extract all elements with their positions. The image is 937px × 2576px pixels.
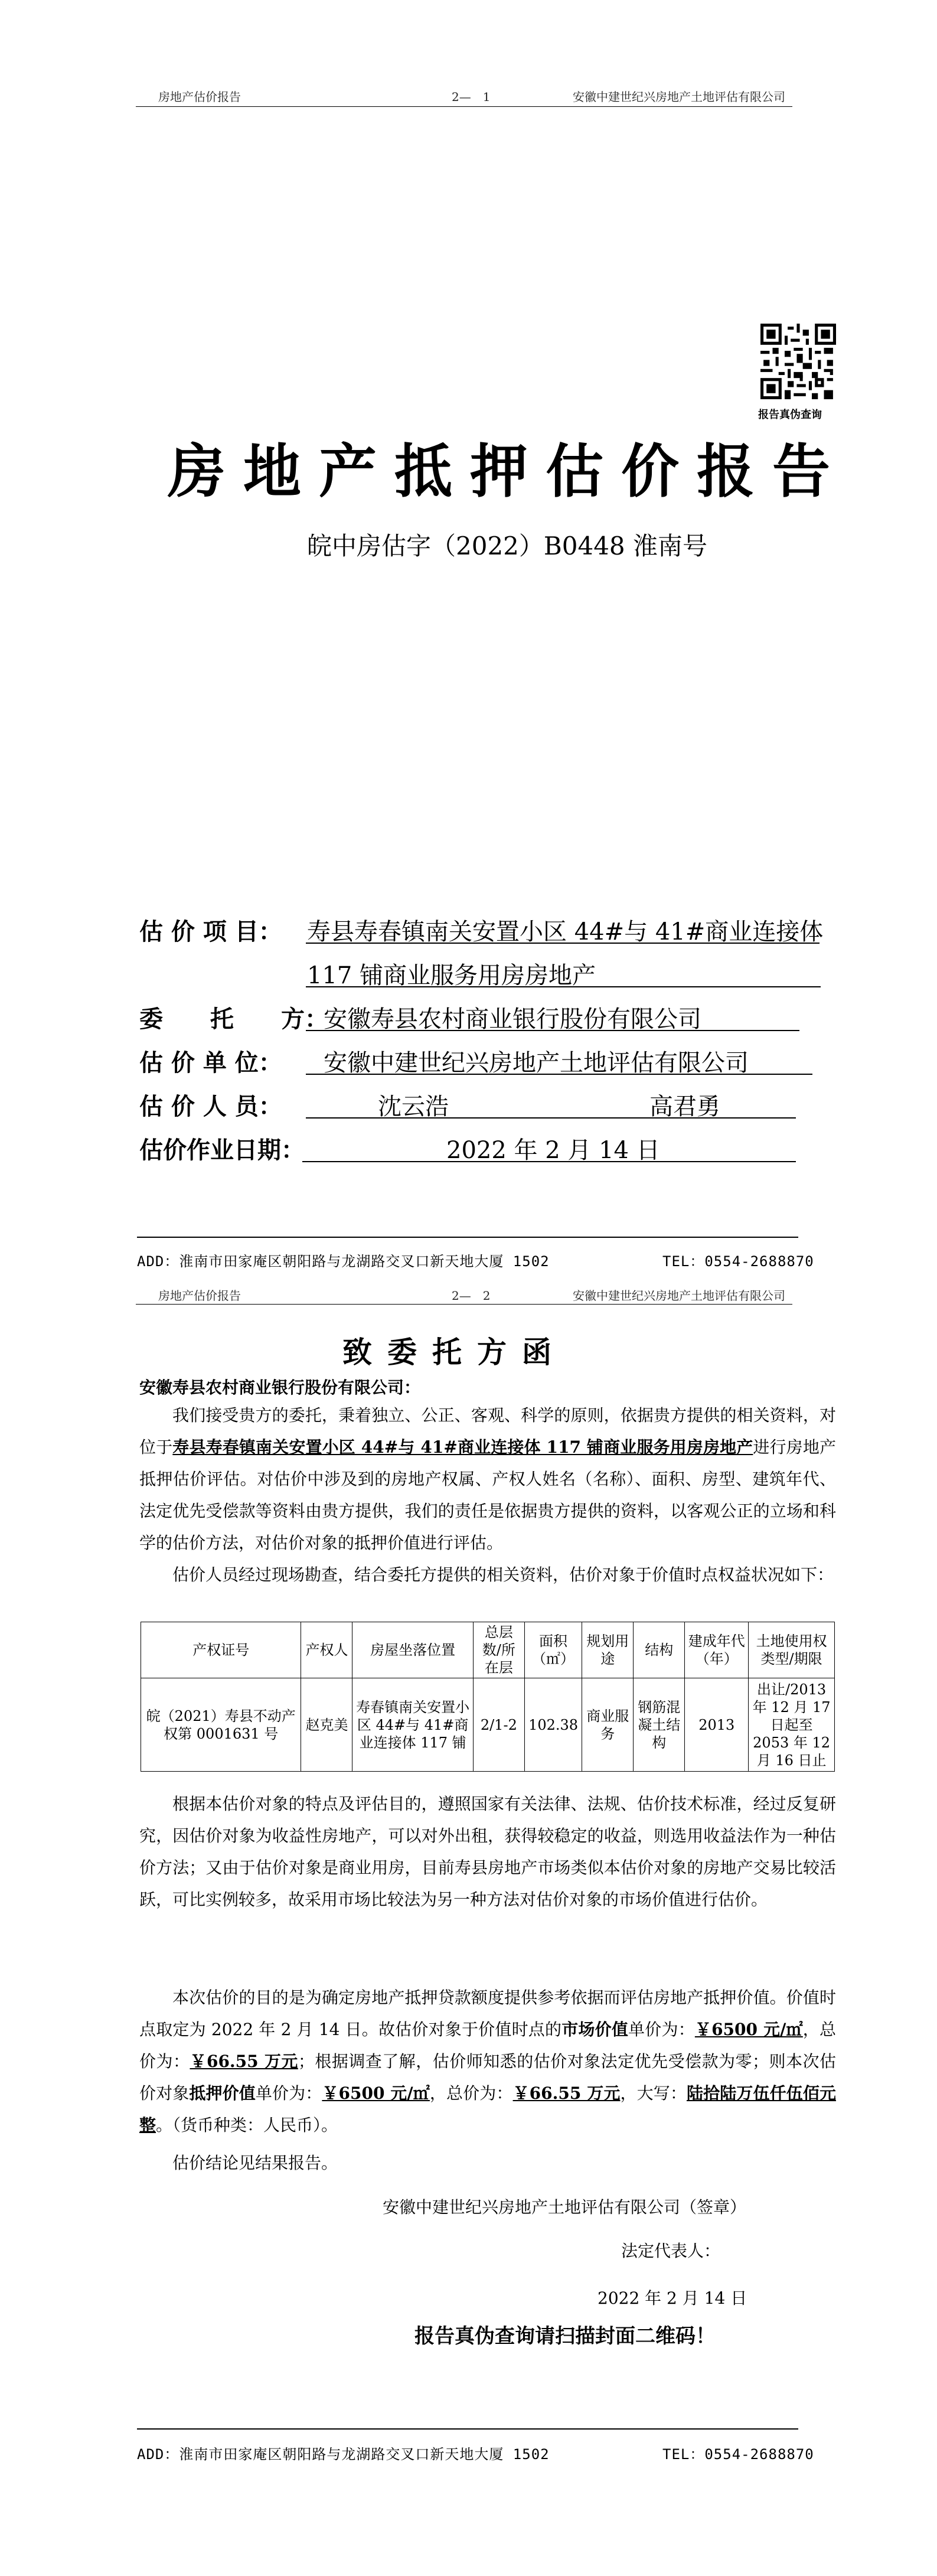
header-left: 房地产估价报告 [158,90,241,104]
footer-tel: TEL：0554-2688870 [662,2446,814,2463]
td-floors: 2/1-2 [473,1678,524,1772]
project-value-line1: 寿县寿春镇南关安置小区 44#与 41#商业连接体 [307,918,824,945]
td-location: 寿春镇南关安置小区 44#与 41#商业连接体 117 铺 [352,1678,473,1772]
p4-market-value-label: 市场价值 [561,2020,629,2039]
th-area: 面积（㎡） [524,1622,582,1678]
table-row [141,1678,835,1772]
p4-capital-label: ，大写： [620,2083,687,2103]
date-underline [302,1161,796,1162]
staff-underline [306,1117,796,1119]
header-page-number: 2— 1 [452,90,491,104]
qr-code-icon[interactable] [760,324,836,399]
p4-unit-label: 单价为： [628,2020,695,2039]
p4-mortgage-value-label: 抵押价值 [189,2083,256,2103]
th-year: 建成年代（年） [685,1622,749,1678]
date-value: 2022 年 2 月 14 日 [446,1137,660,1164]
table-header-row [141,1622,835,1678]
client-label: 委 托 方： [139,1006,328,1033]
footer-address: ADD：淮南市田家庵区朝阳路与龙湖路交叉口新天地大厦 1502 [137,1253,550,1270]
header-right: 安徽中建世纪兴房地产土地评估有限公司 [573,90,785,104]
td-year: 2013 [685,1678,749,1772]
document-number: 皖中房估字（2022）B0448 淮南号 [307,531,707,560]
th-owner: 产权人 [301,1622,352,1678]
letter-title: 致委托方函 [342,1335,567,1369]
unit-underline [306,1074,812,1075]
p4-middle: ；根据调查了解，估价师知悉的估价对象法定优先受偿款为零；则本次估价对象 [139,2052,836,2103]
p4-total-label: ，总价为： [139,2020,837,2071]
th-cert: 产权证号 [141,1622,301,1678]
property-table [141,1622,835,1772]
addressee: 安徽寿县农村商业银行股份有限公司： [139,1378,421,1397]
p4-intro: 本次估价的目的是为确定房地产抵押贷款额度提供参考依据而评估房地产抵押价值。价值时点取定为 2022 年 2 月 14 日。故估价对象于价值时点的 [139,1988,836,2039]
paragraph-5: 估价结论见结果报告。 [172,2153,338,2173]
paragraph-1 [139,1400,836,1559]
p1-intro: 我们接受贵方的委托，秉着独立、公正、客观、科学的原则，依据贵方提供的相关资料，对位于 [139,1406,836,1457]
staff-name-2: 高君勇 [649,1093,720,1120]
footer-tel: TEL：0554-2688870 [662,1253,814,1270]
capital-amount: 陆拾陆万伍仟伍佰元整 [139,2083,836,2135]
p1-property: 寿县寿春镇南关安置小区 44#与 41#商业连接体 117 铺商业服务用房房地产 [172,1437,753,1457]
header-right: 安徽中建世纪兴房地产土地评估有限公司 [573,1289,785,1303]
td-cert: 皖（2021）寿县不动产权第 0001631 号 [141,1678,301,1772]
paragraph-4 [139,1982,836,2141]
footer-divider [137,1237,798,1238]
project-underline-1 [306,943,820,944]
total-price-value: ￥66.55 万元 [190,2052,298,2071]
header-left: 房地产估价报告 [158,1289,241,1303]
th-land: 土地使用权类型/期限 [749,1622,835,1678]
td-area: 102.38 [524,1678,582,1772]
signature-company: 安徽中建世纪兴房地产土地评估有限公司（签章） [383,2197,747,2217]
td-land: 出让/2013 年 12 月 17 日起至 2053 年 12 月 16 日止 [749,1678,835,1772]
p4-currency: 。（货币种类：人民币）。 [156,2115,338,2135]
project-underline-2 [306,986,821,987]
td-usage: 商业服务 [582,1678,634,1772]
signature-date: 2022 年 2 月 14 日 [598,2288,747,2308]
unit-price-value: ￥6500 元/㎡ [694,2020,803,2039]
th-structure: 结构 [634,1622,685,1678]
td-owner: 赵克美 [301,1678,352,1772]
paragraph-2: 估价人员经过现场勘查，结合委托方提供的相关资料，估价对象于价值时点权益状况如下： [172,1565,834,1584]
p4-unit-label-2: 单价为： [255,2083,322,2103]
th-usage: 规划用途 [582,1622,634,1678]
mortgage-total-price-value: ￥66.55 万元 [512,2083,621,2103]
unit-value: 安徽中建世纪兴房地产土地评估有限公司 [324,1049,749,1077]
header-divider [136,1304,792,1305]
project-value-line2: 117 铺商业服务用房房地产 [307,962,596,989]
qr-caption: 报告真伪查询 [758,409,822,421]
client-underline [306,1030,799,1031]
verification-note: 报告真伪查询请扫描封面二维码！ [414,2324,716,2348]
p4-total-label-2: ，总价为： [429,2083,513,2103]
footer-divider [137,2428,798,2430]
date-label: 估价作业日期： [139,1137,305,1164]
p1-rest: 进行房地产抵押估价评估。对估价中涉及到的房地产权属、产权人姓名（名称）、面积、房型、建筑年代、法定优先受偿款等资料由贵方提供，我们的责任是依据贵方提供的资料，以客观公正的立场和科学的估价方法，对估价对象的抵押价值进行评估。 [139,1437,836,1553]
header-page-number: 2— 2 [452,1289,491,1303]
unit-label: 估 价 单 位： [139,1049,282,1077]
staff-name-1: 沈云浩 [378,1093,449,1120]
paragraph-3: 根据本估价对象的特点及评估目的，遵照国家有关法律、法规、估价技术标准，经过反复研究，因估价对象为收益性房地产，可以对外出租，获得较稳定的收益，则选用收益法作为一种估价方法；又由于估价对象是商业用房，目前寿县房地产市场类似本估价对象的房地产交易比较活跃，可比实例较多，故采用市场比较法为另一种方法对估价对象的市场价值进行估价。 [139,1794,836,1909]
staff-label: 估 价 人 员： [139,1093,282,1120]
client-value: 安徽寿县农村商业银行股份有限公司 [324,1006,701,1033]
th-floors: 总层数/所在层 [473,1622,524,1678]
td-structure: 钢筋混凝土结构 [634,1678,685,1772]
footer-address: ADD：淮南市田家庵区朝阳路与龙湖路交叉口新天地大厦 1502 [137,2446,550,2463]
mortgage-unit-price-value: ￥6500 元/㎡ [322,2083,430,2103]
th-location: 房屋坐落位置 [352,1622,473,1678]
header-divider [136,106,792,107]
project-label: 估 价 项 目： [139,918,282,945]
signature-representative: 法定代表人： [621,2241,721,2261]
report-title: 房地产抵押估价报告 [168,438,848,506]
